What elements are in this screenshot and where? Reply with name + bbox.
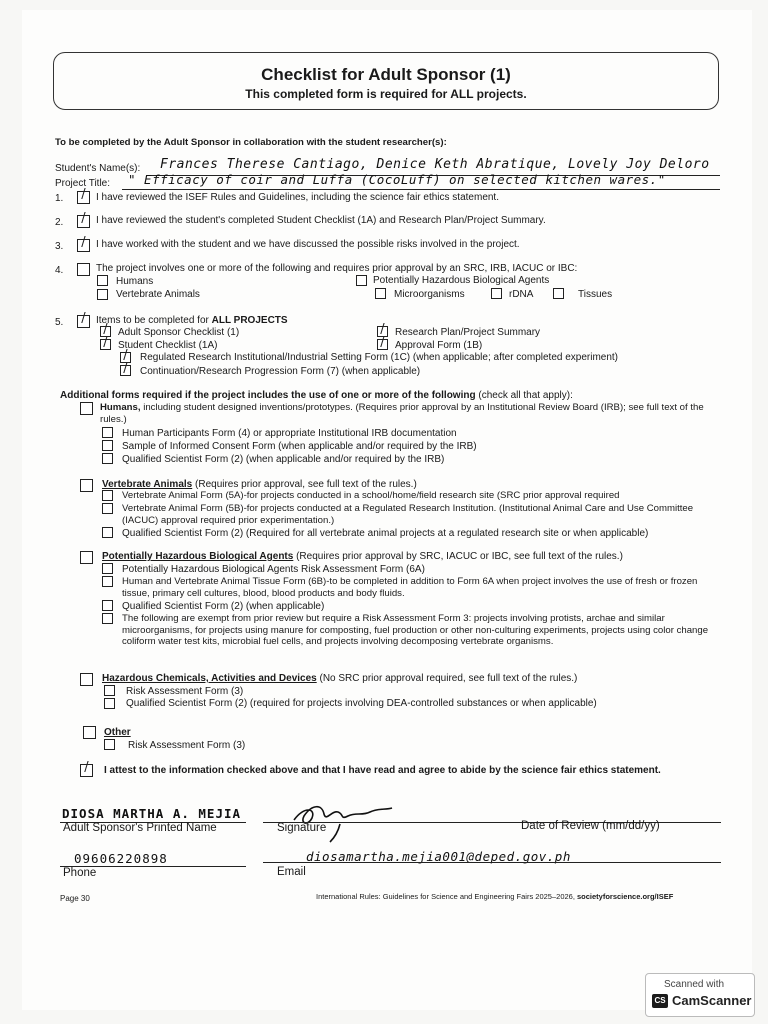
hazardous-section-title: Hazardous Chemicals, Activities and Devices bbox=[102, 673, 317, 684]
humans-form-1: Human Participants Form (4) or appropriate Institutional IRB documentation bbox=[122, 428, 457, 439]
humans-section-text bbox=[100, 402, 710, 425]
research-plan-label: Research Plan/Project Summary bbox=[395, 327, 541, 338]
hazardous-section-text bbox=[102, 673, 577, 685]
item-number: 4. bbox=[55, 265, 64, 276]
other-form-1-checkbox[interactable] bbox=[104, 739, 115, 750]
item-4-checkbox[interactable] bbox=[77, 263, 90, 276]
approval-form-label: Approval Form (1B) bbox=[395, 340, 483, 351]
vertebrate-section-checkbox[interactable] bbox=[80, 479, 93, 492]
humans-form-1-checkbox[interactable] bbox=[102, 427, 113, 438]
item-number: 2. bbox=[55, 217, 64, 228]
microorganisms-label: Microorganisms bbox=[394, 289, 465, 300]
research-plan-checkbox[interactable]: / bbox=[377, 326, 388, 337]
sponsor-name-label: Adult Sponsor's Printed Name bbox=[63, 822, 217, 834]
camscanner-logo-icon: CS bbox=[652, 994, 668, 1008]
phba-form-2-checkbox[interactable] bbox=[102, 576, 113, 587]
hazardous-form-2-checkbox[interactable] bbox=[104, 698, 115, 709]
attest-text: I attest to the information checked above and that I have read and agree to abide by the science fair ethics statement. bbox=[104, 765, 661, 776]
phba-form-1-checkbox[interactable] bbox=[102, 563, 113, 574]
phba-form-3: Qualified Scientist Form (2) (when applicable) bbox=[122, 601, 325, 612]
footer-citation bbox=[316, 891, 673, 903]
footer-citation-text: International Rules: Guidelines for Science and Engineering Fairs 2025–2026, bbox=[316, 892, 577, 901]
other-form-1: Risk Assessment Form (3) bbox=[128, 740, 246, 751]
item-4-text: The project involves one or more of the following and requires prior approval by an SRC, IRB, IACUC or IBC: bbox=[96, 263, 578, 274]
item-1-text: I have reviewed the ISEF Rules and Guidelines, including the science fair ethics statement. bbox=[96, 192, 499, 203]
hazardous-form-1: Risk Assessment Form (3) bbox=[126, 686, 244, 697]
project-title-line bbox=[122, 189, 720, 190]
date-review-label: Date of Review (mm/dd/yy) bbox=[521, 820, 660, 832]
attest-checkbox[interactable]: / bbox=[80, 764, 93, 777]
email-line bbox=[263, 862, 721, 863]
other-section-title: Other bbox=[104, 727, 131, 738]
tissues-checkbox[interactable] bbox=[553, 288, 564, 299]
item-3-checkbox[interactable]: / bbox=[77, 239, 90, 252]
student-names-value[interactable]: Frances Therese Cantiago, Denice Keth Abratique, Lovely Joy Deloro bbox=[160, 157, 710, 172]
vertebrate-section-desc: (Requires prior approval, see full text of the rules.) bbox=[192, 479, 417, 490]
phba-form-1: Potentially Hazardous Biological Agents Risk Assessment Form (6A) bbox=[122, 564, 425, 575]
rdna-label: rDNA bbox=[509, 289, 534, 300]
phba-label: Potentially Hazardous Biological Agents bbox=[373, 275, 550, 286]
vertebrate-label: Vertebrate Animals bbox=[116, 289, 200, 300]
item-5-checkbox[interactable]: / bbox=[77, 315, 90, 328]
additional-heading-bold: Additional forms required if the project includes the use of one or more of the following bbox=[60, 390, 476, 401]
continuation-form-checkbox[interactable]: / bbox=[120, 365, 131, 376]
additional-heading bbox=[60, 390, 573, 402]
phba-section-desc: (Requires prior approval by SRC, IACUC or IBC, see full text of the rules.) bbox=[293, 551, 623, 562]
tissues-label: Tissues bbox=[578, 289, 613, 300]
humans-form-2: Sample of Informed Consent Form (when applicable and/or required by the IRB) bbox=[122, 441, 477, 452]
phba-form-4: The following are exempt from prior review but require a Risk Assessment Form 3: projects involving protists, archae and similar microorganisms, for projects using manure for composting, fuel production or other non-culturing experiments, projects using color change coliform water test kits, microbial fuel cells, and projects involving decomposing vertebrate organisms. bbox=[122, 613, 709, 647]
vertebrate-form-1: Vertebrate Animal Form (5A)-for projects conducted in a school/home/field research site (SRC prior approval required bbox=[122, 490, 620, 501]
continuation-form-label: Continuation/Research Progression Form (7) (when applicable) bbox=[140, 366, 421, 377]
adult-sponsor-checkbox[interactable]: / bbox=[100, 326, 111, 337]
hazardous-form-2: Qualified Scientist Form (2) (required for projects involving DEA-controlled substances or when applicable) bbox=[126, 698, 597, 709]
page-number: Page 30 bbox=[60, 894, 90, 903]
item-number: 5. bbox=[55, 317, 64, 328]
vertebrate-section-title: Vertebrate Animals bbox=[102, 479, 193, 490]
camscanner-brand: CamScanner bbox=[672, 993, 752, 1008]
email-label: Email bbox=[277, 866, 306, 878]
regulated-form-label: Regulated Research Institutional/Industrial Setting Form (1C) (when applicable; after completed experiment) bbox=[140, 352, 619, 363]
vertebrate-form-2: Vertebrate Animal Form (5B)-for projects conducted at a Regulated Research Institution. (Institutional Animal Care and Use Committee (IACUC) approval required prior experimentation.) bbox=[122, 503, 694, 526]
signature-label: Signature bbox=[277, 822, 327, 834]
humans-checkbox[interactable] bbox=[97, 275, 108, 286]
humans-section-checkbox[interactable] bbox=[80, 402, 93, 415]
item-5-prefix: Items to be completed for bbox=[96, 315, 212, 326]
project-title-value[interactable]: " Efficacy of coir and Luffa (CocoLuff) on selected kitchen wares." bbox=[128, 172, 666, 187]
humans-section-title: Humans, bbox=[100, 402, 141, 413]
footer-link[interactable]: societyforscience.org/ISEF bbox=[577, 892, 674, 901]
phone-label: Phone bbox=[63, 867, 97, 879]
scanned-with-text: Scanned with bbox=[664, 979, 725, 990]
approval-form-checkbox[interactable]: / bbox=[377, 339, 388, 350]
item-1-checkbox[interactable]: / bbox=[77, 191, 90, 204]
vertebrate-form-1-checkbox[interactable] bbox=[102, 490, 113, 501]
item-3-text: I have worked with the student and we have discussed the possible risks involved in the project. bbox=[96, 239, 520, 250]
vertebrate-checkbox[interactable] bbox=[97, 289, 108, 300]
regulated-form-checkbox[interactable]: / bbox=[120, 352, 131, 363]
camscanner-watermark bbox=[645, 973, 755, 1017]
adult-sponsor-label: Adult Sponsor Checklist (1) bbox=[118, 327, 240, 338]
humans-form-3: Qualified Scientist Form (2) (when applicable and/or required by the IRB) bbox=[122, 454, 445, 465]
hazardous-section-desc: (No SRC prior approval required, see full text of the rules.) bbox=[316, 673, 578, 684]
vertebrate-form-2-checkbox[interactable] bbox=[102, 503, 113, 514]
humans-form-2-checkbox[interactable] bbox=[102, 440, 113, 451]
humans-label: Humans bbox=[116, 276, 154, 287]
form-subtitle: This completed form is required for ALL projects. bbox=[245, 87, 527, 101]
other-section-checkbox[interactable] bbox=[83, 726, 96, 739]
form-title: Checklist for Adult Sponsor (1) bbox=[261, 65, 511, 84]
phone-value[interactable]: 09606220898 bbox=[74, 851, 168, 866]
item-number: 1. bbox=[55, 193, 64, 204]
phba-section-title: Potentially Hazardous Biological Agents bbox=[102, 551, 294, 562]
project-title-label: Project Title: bbox=[55, 178, 111, 189]
humans-form-3-checkbox[interactable] bbox=[102, 453, 113, 464]
sponsor-name-value[interactable]: DIOSA MARTHA A. MEJIA bbox=[62, 806, 242, 821]
student-names-label: Student's Name(s): bbox=[55, 163, 141, 174]
rdna-checkbox[interactable] bbox=[491, 288, 502, 299]
vertebrate-form-3-checkbox[interactable] bbox=[102, 527, 113, 538]
phba-form-4-checkbox[interactable] bbox=[102, 613, 113, 624]
item-5-text bbox=[96, 315, 288, 327]
student-checklist-checkbox[interactable]: / bbox=[100, 339, 111, 350]
vertebrate-form-3: Qualified Scientist Form (2) (Required for all vertebrate animal projects at a regulated research site or when applicable) bbox=[122, 528, 649, 539]
item-2-checkbox[interactable]: / bbox=[77, 215, 90, 228]
form-header bbox=[53, 52, 719, 110]
phba-section-checkbox[interactable] bbox=[80, 551, 93, 564]
item-5-bold: ALL PROJECTS bbox=[211, 315, 288, 326]
item-2-text: I have reviewed the student's completed Student Checklist (1A) and Research Plan/Project Summary. bbox=[96, 215, 546, 226]
humans-section-desc: including student designed inventions/prototypes. (Requires prior approval by an Institutional Review Board (IRB); see full text of the rules.) bbox=[100, 402, 704, 425]
phba-checkbox[interactable] bbox=[356, 275, 367, 286]
phba-form-2: Human and Vertebrate Animal Tissue Form (6B)-to be completed in addition to Form 6A when project involves the use of fresh or frozen tissue, primary cell cultures, blood, blood products and body fluids. bbox=[122, 576, 698, 599]
microorganisms-checkbox[interactable] bbox=[375, 288, 386, 299]
phba-section-text bbox=[102, 551, 623, 563]
email-value[interactable]: diosamartha.mejia001@deped.gov.ph bbox=[306, 849, 571, 864]
hazardous-form-1-checkbox[interactable] bbox=[104, 685, 115, 696]
student-checklist-label: Student Checklist (1A) bbox=[118, 340, 218, 351]
additional-heading-rest: (check all that apply): bbox=[475, 390, 573, 401]
hazardous-section-checkbox[interactable] bbox=[80, 673, 93, 686]
phba-form-3-checkbox[interactable] bbox=[102, 600, 113, 611]
intro-text: To be completed by the Adult Sponsor in collaboration with the student researcher(s): bbox=[55, 137, 447, 148]
item-number: 3. bbox=[55, 241, 64, 252]
